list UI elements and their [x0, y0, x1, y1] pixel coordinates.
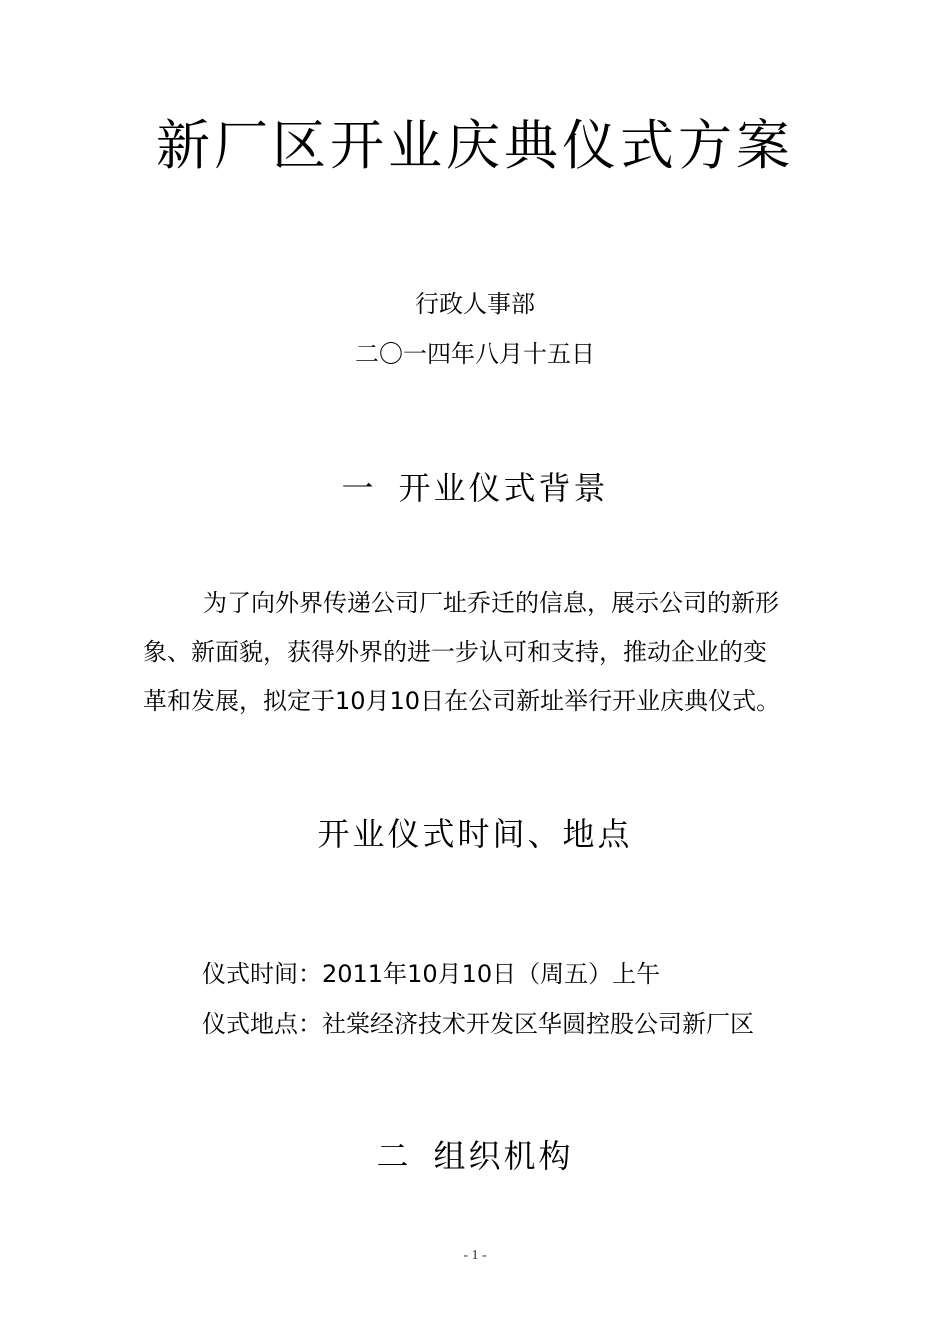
paragraph-line: 革和发展，拟定于10月10日在公司新址举行开业庆典仪式。 — [143, 687, 781, 715]
section-1-title: 开业仪式背景 — [398, 469, 609, 507]
ceremony-time: 仪式时间：2011年10月10日（周五）上午 — [202, 960, 661, 988]
section-2-number: 二 — [376, 1137, 412, 1175]
page-number: - 1 - — [463, 1248, 487, 1263]
section-1-number: 一 — [341, 469, 377, 507]
section-2-heading — [0, 1134, 950, 1178]
time-place-heading: 开业仪式时间、地点 — [317, 815, 633, 853]
document-title: 新厂区开业庆典仪式方案 — [156, 114, 794, 177]
ceremony-place: 仪式地点：社棠经济技术开发区华圆控股公司新厂区 — [202, 1010, 754, 1038]
department-name: 行政人事部 — [415, 290, 535, 318]
section-2-title: 组织机构 — [433, 1137, 574, 1175]
document-date: 二〇一四年八月十五日 — [355, 340, 595, 368]
section-1-heading — [0, 466, 950, 510]
paragraph-line: 象、新面貌，获得外界的进一步认可和支持，推动企业的变 — [143, 638, 767, 666]
paragraph-line: 为了向外界传递公司厂址乔迁的信息，展示公司的新形 — [203, 589, 779, 617]
